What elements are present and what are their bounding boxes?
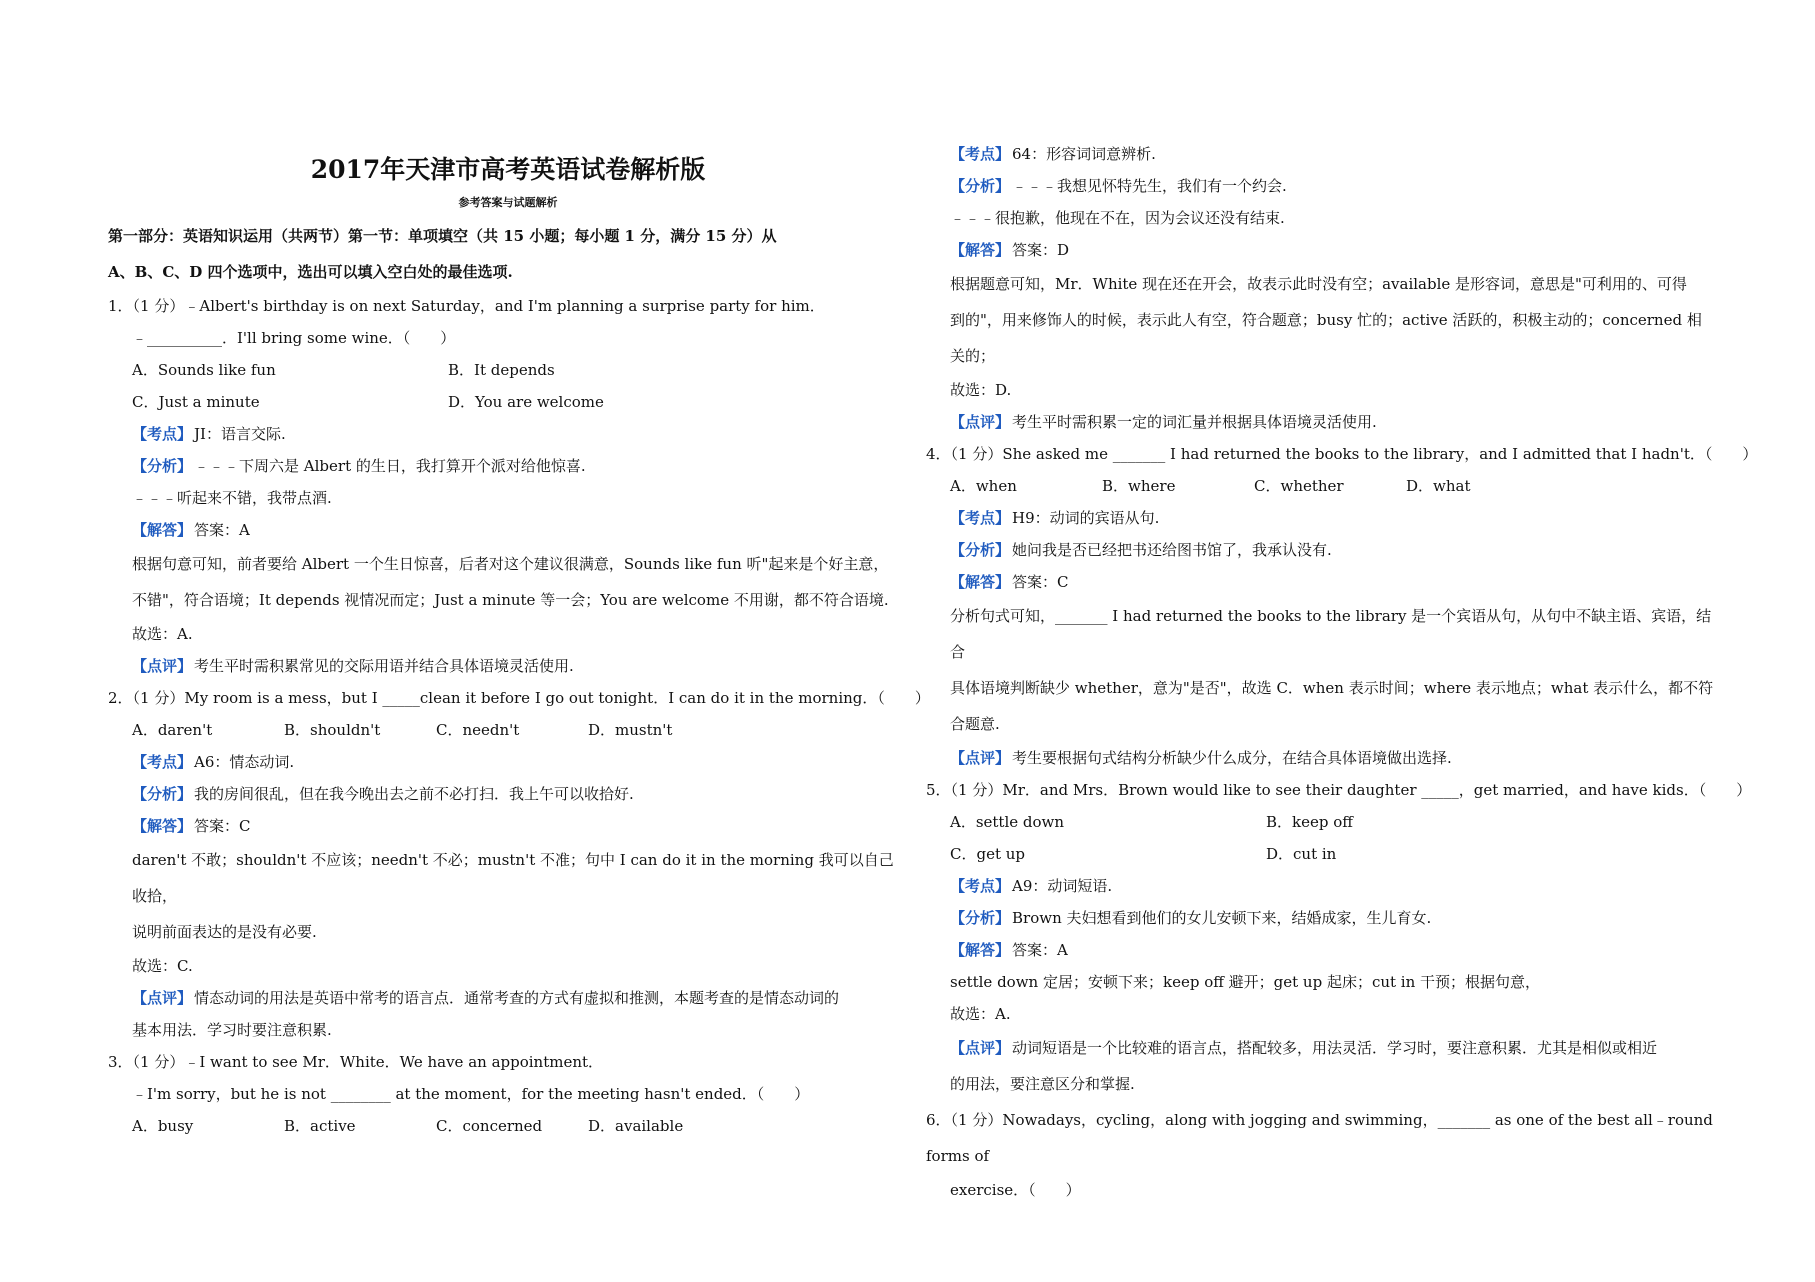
q3-explanation-1: 根据题意可知，Mr．White 现在还在开会，故表示此时没有空；available 是形容词，意思是"可利用的、可得: [950, 275, 1687, 293]
option-b: B．keep off: [1266, 813, 1353, 831]
section-heading: 第一部分：英语知识运用（共两节）第一节：单项填空（共 15 小题；每小题 1 分，满分 15 分）从: [108, 227, 777, 245]
question-5-options-row-2: [950, 838, 1718, 870]
kaodian-text: H9：动词的宾语从句.: [1012, 509, 1160, 527]
q1-explanation-1: 根据句意可知，前者要给 Albert 一个生日惊喜，后者对这个建议很满意，Sounds like fun 听"起来是个好主意，: [132, 555, 889, 573]
kaodian-label: 【考点】: [132, 753, 193, 771]
option-d: D．You are welcome: [448, 393, 604, 411]
q1-explanation-2: 不错"，符合语境；It depends 视情况而定；Just a minute 等一会；You are welcome 不用谢，都不符合语境.: [132, 591, 889, 609]
option-a: A．Sounds like fun: [132, 361, 276, 379]
q4-jieda: [950, 566, 1718, 598]
fenxi-text: 她问我是否已经把书还给图书馆了，我承认没有.: [1012, 541, 1332, 559]
option-c: C．needn't: [436, 721, 520, 739]
q4-explanation-1: 分析句式可知，_______ I had returned the books to the library 是一个宾语从句，从句中不缺主语、宾语，结合: [950, 607, 1712, 661]
jieda-text: 答案：C: [1012, 573, 1069, 591]
q3-choose: 故选：D.: [950, 381, 1012, 399]
fenxi-text: Brown 夫妇想看到他们的女儿安顿下来，结婚成家，生儿育女.: [1012, 909, 1432, 927]
option-b: B．where: [1102, 477, 1176, 495]
question-3-stem-2: ﹣I'm sorry，but he is not ________ at the moment，for the meeting hasn't ended．（ ）: [132, 1085, 810, 1103]
q3-fenxi: [950, 170, 1718, 202]
fenxi-label: 【分析】: [132, 785, 193, 803]
question-4-options: [950, 470, 1718, 502]
jieda-label: 【解答】: [132, 817, 193, 835]
kaodian-text: JI：语言交际.: [194, 425, 286, 443]
option-a: A．settle down: [950, 813, 1065, 831]
question-5-stem: 5．（1 分）Mr．and Mrs．Brown would like to see their daughter _____，get married，and have kids．（ ）: [926, 781, 1752, 799]
jieda-label: 【解答】: [950, 573, 1011, 591]
fenxi-label: 【分析】: [132, 457, 193, 475]
question-6-stem: 6．（1 分）Nowadays，cycling，along with jogging and swimming，_______ as one of the best all﹣round forms of: [926, 1111, 1713, 1165]
page-subtitle: 参考答案与试题解析: [458, 196, 558, 209]
dianping-label: 【点评】: [950, 413, 1011, 431]
q2-dianping-2: 基本用法．学习时要注意积累.: [132, 1021, 332, 1039]
q5-kaodian: [950, 870, 1718, 902]
option-d: D．cut in: [1266, 845, 1337, 863]
question-1-options-row-1: [108, 354, 908, 386]
dianping-label: 【点评】: [950, 1039, 1011, 1057]
jieda-label: 【解答】: [950, 241, 1011, 259]
q2-kaodian: [108, 746, 908, 778]
kaodian-label: 【考点】: [950, 145, 1011, 163]
q1-kaodian: [108, 418, 908, 450]
q3-fenxi-2: ﹣﹣﹣很抱歉，他现在不在，因为会议还没有结束.: [950, 209, 1285, 227]
question-1-stem: 1．（1 分）﹣Albert's birthday is on next Saturday，and I'm planning a surprise party for him．: [108, 297, 825, 315]
right-column: [926, 138, 1758, 1206]
q2-dianping: [108, 982, 908, 1014]
option-d: D．what: [1406, 477, 1471, 495]
q5-jieda: [950, 934, 1718, 966]
q1-choose: 故选：A.: [132, 625, 193, 643]
dianping-text: 动词短语是一个比较难的语言点，搭配较多，用法灵活．学习时，要注意积累．尤其是相似或相近: [1012, 1039, 1658, 1057]
page-title: 2017年天津市高考英语试卷解析版: [310, 155, 706, 184]
option-c: C．get up: [950, 845, 1026, 863]
option-a: A．busy: [132, 1117, 194, 1135]
dianping-label: 【点评】: [132, 989, 193, 1007]
dianping-label: 【点评】: [132, 657, 193, 675]
question-2-stem: 2．（1 分）My room is a mess，but I _____clean it before I go out tonight．I can do it in the morning．（ ）: [108, 689, 930, 707]
fenxi-label: 【分析】: [950, 177, 1011, 195]
question-1-options-row-2: [108, 386, 908, 418]
jieda-text: 答案：A: [1012, 941, 1068, 959]
q4-dianping: [950, 742, 1718, 774]
q1-jieda: [108, 514, 908, 546]
q1-dianping: [108, 650, 908, 682]
question-3-stem: 3．（1 分）﹣I want to see Mr．White．We have an appointment．: [108, 1053, 604, 1071]
q3-jieda: [950, 234, 1718, 266]
question-5-options-row-1: [950, 806, 1718, 838]
q1-fenxi-2: ﹣﹣﹣听起来不错，我带点酒.: [132, 489, 332, 507]
kaodian-text: 64：形容词词意辨析.: [1012, 145, 1156, 163]
q2-explanation-1: daren't 不敢；shouldn't 不应该；needn't 不必；mustn't 不准；句中 I can do it in the morning 我可以自己收拾，: [132, 851, 894, 905]
jieda-text: 答案：C: [194, 817, 251, 835]
kaodian-label: 【考点】: [950, 877, 1011, 895]
fenxi-label: 【分析】: [950, 541, 1011, 559]
option-b: B．It depends: [448, 361, 555, 379]
q2-explanation-2: 说明前面表达的是没有必要.: [132, 923, 317, 941]
section-heading-cont: A、B、C、D 四个选项中，选出可以填入空白处的最佳选项.: [108, 263, 513, 281]
jieda-text: 答案：D: [1012, 241, 1070, 259]
question-2-options: [108, 714, 908, 746]
dianping-text: 考生要根据句式结构分析缺少什么成分，在结合具体语境做出选择.: [1012, 749, 1452, 767]
q5-explanation-1: settle down 定居；安顿下来；keep off 避开；get up 起床；cut in 干预；根据句意，: [950, 973, 1541, 991]
dianping-text: 考生平时需积累一定的词汇量并根据具体语境灵活使用.: [1012, 413, 1377, 431]
dianping-text: 情态动词的用法是英语中常考的语言点．通常考查的方式有虚拟和推测，本题考查的是情态动词的: [194, 989, 840, 1007]
option-b: B．active: [284, 1117, 356, 1135]
option-c: C．whether: [1254, 477, 1344, 495]
dianping-label: 【点评】: [950, 749, 1011, 767]
fenxi-text: 我的房间很乱，但在我今晚出去之前不必打扫．我上午可以收拾好.: [194, 785, 634, 803]
option-d: D．available: [588, 1117, 684, 1135]
fenxi-text: ﹣﹣﹣下周六是 Albert 的生日，我打算开个派对给他惊喜.: [194, 457, 586, 475]
q4-fenxi: [950, 534, 1718, 566]
q5-dianping-2: 的用法，要注意区分和掌握.: [950, 1075, 1135, 1093]
q4-kaodian: [950, 502, 1718, 534]
q3-dianping: [950, 406, 1718, 438]
q2-jieda: [108, 810, 908, 842]
fenxi-label: 【分析】: [950, 909, 1011, 927]
option-c: C．concerned: [436, 1117, 543, 1135]
option-c: C．Just a minute: [132, 393, 260, 411]
q5-dianping: [950, 1030, 1718, 1066]
jieda-label: 【解答】: [950, 941, 1011, 959]
fenxi-text: ﹣﹣﹣我想见怀特先生，我们有一个约会.: [1012, 177, 1287, 195]
question-1-stem-2: ﹣__________．I'll bring some wine．（ ）: [132, 329, 456, 347]
q2-choose: 故选：C.: [132, 957, 193, 975]
q5-choose: 故选：A.: [950, 1005, 1011, 1023]
question-6-stem-2: exercise．（ ）: [950, 1181, 1081, 1199]
kaodian-text: A9：动词短语.: [1012, 877, 1113, 895]
option-a: A．daren't: [132, 721, 213, 739]
q2-fenxi: [108, 778, 908, 810]
left-column: [108, 140, 930, 1142]
jieda-text: 答案：A: [194, 521, 250, 539]
option-b: B．shouldn't: [284, 721, 381, 739]
q4-explanation-3: 合题意.: [950, 715, 1000, 733]
kaodian-text: A6：情态动词.: [194, 753, 295, 771]
option-a: A．when: [950, 477, 1017, 495]
dianping-text: 考生平时需积累常见的交际用语并结合具体语境灵活使用.: [194, 657, 574, 675]
kaodian-label: 【考点】: [132, 425, 193, 443]
q1-fenxi: [108, 450, 908, 482]
q5-fenxi: [950, 902, 1718, 934]
q3-explanation-3: 关的；: [950, 347, 996, 365]
jieda-label: 【解答】: [132, 521, 193, 539]
q3-explanation-2: 到的"，用来修饰人的时候，表示此人有空，符合题意；busy 忙的；active 活跃的，积极主动的；concerned 相: [950, 311, 1702, 329]
q4-explanation-2: 具体语境判断缺少 whether，意为"是否"，故选 C．when 表示时间；where 表示地点；what 表示什么，都不符: [950, 679, 1714, 697]
question-3-options: [108, 1110, 908, 1142]
q3-kaodian: [950, 138, 1718, 170]
option-d: D．mustn't: [588, 721, 673, 739]
question-4-stem: 4．（1 分）She asked me _______ I had returned the books to the library，and I admitted that I hadn't．（ ）: [926, 445, 1758, 463]
kaodian-label: 【考点】: [950, 509, 1011, 527]
